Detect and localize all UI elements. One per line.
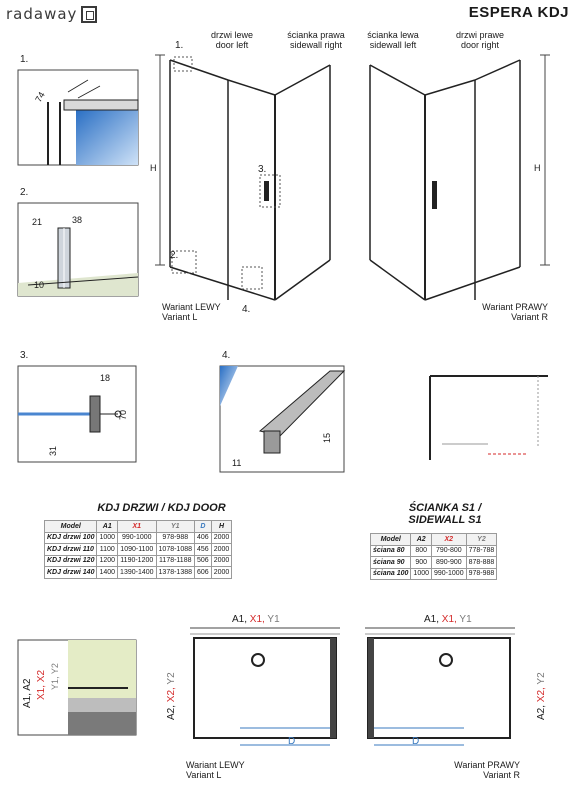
door-table-header: D [195, 521, 212, 533]
view-left-drawing [150, 35, 350, 305]
plan-right-top-dims [424, 614, 472, 625]
detail-1-dim: 74 [33, 90, 47, 104]
sidewall-table-header: A2 [411, 534, 432, 546]
door-table-header: A1 [97, 521, 118, 533]
door-table-cell: KDJ drzwi 140 [45, 567, 97, 579]
door-table-cell: 1078-1088 [156, 544, 194, 556]
view-right-sidewall-pl: ścianka lewa [367, 30, 419, 40]
detail-1-glass [76, 110, 138, 165]
sidewall-table-header-row [371, 534, 497, 546]
door-table-cell: 506 [195, 555, 212, 567]
plan-left-variant-pl: Wariant LEWY [186, 760, 245, 770]
detail-3-dim-c: 31 [48, 445, 59, 457]
plan-left-drawing [180, 620, 345, 750]
view-right-door-pl: drzwi prawe [455, 30, 504, 40]
door-table [44, 520, 232, 579]
brand-logo-mark [81, 6, 97, 23]
plan-right-x1: X1, [441, 614, 457, 625]
view-right-variant-en: Variant R [511, 312, 548, 322]
view-right-variant [460, 302, 548, 322]
door-table-cell: 456 [195, 544, 212, 556]
detail-4-dim-b: 15 [322, 432, 333, 444]
plan-right-d: D [412, 736, 420, 747]
door-table-cell: 2000 [211, 555, 232, 567]
view-left-callout-2: 2. [170, 250, 179, 261]
detail-4-dim-a: 11 [232, 458, 242, 468]
view-left-callout-3: 3. [258, 164, 267, 175]
door-table-cell: 406 [195, 532, 212, 544]
view-left-variant-pl: Wariant LEWY [162, 302, 221, 312]
brand-logo [6, 4, 97, 24]
sidewall-table-cell: 890-900 [432, 557, 467, 569]
view-right-door-label [445, 30, 515, 50]
plan-left-y2: Y2 [166, 672, 177, 685]
door-table-cell: 1200 [97, 555, 118, 567]
sidewall-table-cell: 790-800 [432, 545, 467, 557]
door-table-cell: 2000 [211, 532, 232, 544]
plan-left-variant [186, 760, 245, 780]
sidewall-table-header: Model [371, 534, 411, 546]
sidewall-table-cell: ściana 100 [371, 568, 411, 580]
view-left-variant [162, 302, 221, 322]
section-detail-x-label: X1, X2 [36, 669, 47, 700]
door-table-cell: 2000 [211, 567, 232, 579]
view-right-sidewall-label [358, 30, 428, 50]
sidewall-table-cell: 800 [411, 545, 432, 557]
view-left-variant-en: Variant L [162, 312, 198, 322]
door-table-cell: 606 [195, 567, 212, 579]
detail-1-label: 1. [20, 54, 29, 65]
view-right-door-en: door right [460, 40, 500, 50]
plan-left-x2: X2, [166, 687, 177, 703]
section-detail-a-label: A1, A2 [22, 678, 33, 708]
table-row [45, 567, 232, 579]
plan-right-drawing [360, 620, 525, 750]
view-left-sidewall-label [276, 30, 356, 50]
plan-left-side-dims [166, 672, 177, 720]
door-table-cell: 2000 [211, 544, 232, 556]
brand-logo-text: radaway [6, 5, 78, 23]
plan-right-variant-pl: Wariant PRAWY [454, 760, 520, 770]
detail-4-label: 4. [222, 350, 231, 361]
plan-right-x2: X2, [536, 687, 547, 703]
plan-left-x1: X1, [249, 614, 265, 625]
sidewall-table-cell: 900 [411, 557, 432, 569]
table-row [45, 555, 232, 567]
table-row [371, 545, 497, 557]
plan-left-y1: Y1 [267, 614, 280, 625]
plan-right-y1: Y1 [459, 614, 472, 625]
plan-left-d: D [288, 736, 296, 747]
sidewall-table-cell: 990-1000 [432, 568, 467, 580]
detail-1-drawing [18, 70, 138, 165]
door-table-cell: 1178-1188 [156, 555, 194, 567]
door-table-cell: 1400 [97, 567, 118, 579]
detail-2-dim-b: 38 [72, 215, 83, 225]
product-title: ESPERA KDJ [468, 4, 569, 21]
table-row [45, 544, 232, 556]
sidewall-table-cell: 778-788 [466, 545, 497, 557]
door-table-cell: 978-988 [156, 532, 194, 544]
view-left-h-label: H [150, 163, 157, 173]
door-table-cell: 1000 [97, 532, 118, 544]
plan-right-y2: Y2 [536, 672, 547, 685]
sidewall-table-header: Y2 [466, 534, 497, 546]
door-table-cell: KDJ drzwi 110 [45, 544, 97, 556]
plan-left-top-dims [232, 614, 280, 625]
plan-right-side-dims [536, 672, 547, 720]
view-left-door-pl: drzwi lewe [210, 30, 253, 40]
detail-3-dim-a: 18 [100, 373, 111, 383]
section-detail-y-label: Y1, Y2 [50, 663, 60, 690]
plan-right-a1: A1, [424, 614, 440, 625]
door-table-cell: 1100 [97, 544, 118, 556]
view-left-sidewall-pl: ścianka prawa [287, 30, 345, 40]
view-left-callout-1: 1. [175, 40, 184, 51]
table-row [371, 568, 497, 580]
door-table-cell: 990-1000 [118, 532, 156, 544]
plan-right-a2: A2, [536, 704, 547, 720]
door-table-cell: 1378-1388 [156, 567, 194, 579]
door-table-header: Model [45, 521, 97, 533]
sidewall-table-title [370, 502, 520, 526]
view-left-callout-4: 4. [242, 304, 251, 315]
sidewall-table-header: X2 [432, 534, 467, 546]
door-table-cell: 1390-1400 [118, 567, 156, 579]
detail-2-dim-a: 21 [32, 217, 43, 227]
view-right-drawing [360, 35, 560, 305]
sidewall-table [370, 533, 497, 580]
view-left-sidewall-en: sidewall right [289, 40, 343, 50]
door-table-header: X1 [118, 521, 156, 533]
sidewall-table-cell: ściana 90 [371, 557, 411, 569]
sidewall-table-title-line1: ŚCIANKA S1 / [408, 502, 482, 514]
door-table-header-row [45, 521, 232, 533]
plan-left-a1: A1, [232, 614, 248, 625]
sidewall-table-cell: ściana 80 [371, 545, 411, 557]
door-table-cell: 1190-1200 [118, 555, 156, 567]
view-left-door-label [202, 30, 262, 50]
sidewall-table-cell: 1000 [411, 568, 432, 580]
sidewall-table-title-line2: SIDEWALL S1 [408, 514, 482, 526]
door-table-cell: KDJ drzwi 100 [45, 532, 97, 544]
plan-right-variant [420, 760, 520, 780]
door-table-cell: KDJ drzwi 120 [45, 555, 97, 567]
sidewall-table-cell: 878-888 [466, 557, 497, 569]
view-right-sidewall-en: sidewall left [369, 40, 417, 50]
detail-3-label: 3. [20, 350, 29, 361]
plan-left-a2: A2, [166, 704, 177, 720]
view-right-h-label: H [534, 163, 541, 173]
door-table-cell: 1090-1100 [118, 544, 156, 556]
table-row [45, 532, 232, 544]
door-table-title: KDJ DRZWI / KDJ DOOR [97, 502, 226, 514]
plan-left-variant-en: Variant L [186, 770, 222, 780]
door-table-header: Y1 [156, 521, 194, 533]
detail-2-dim-c: 10 [34, 280, 45, 290]
view-right-variant-pl: Wariant PRAWY [482, 302, 548, 312]
sidewall-table-cell: 978-988 [466, 568, 497, 580]
table-row [371, 557, 497, 569]
detail-2-label: 2. [20, 187, 29, 198]
plan-right-variant-en: Variant R [483, 770, 520, 780]
door-table-header: H [211, 521, 232, 533]
plan-mini-drawing [428, 372, 550, 462]
detail-4-drawing [220, 366, 344, 472]
view-left-door-en: door left [215, 40, 249, 50]
detail-3-dim-b: 70 [118, 409, 129, 421]
